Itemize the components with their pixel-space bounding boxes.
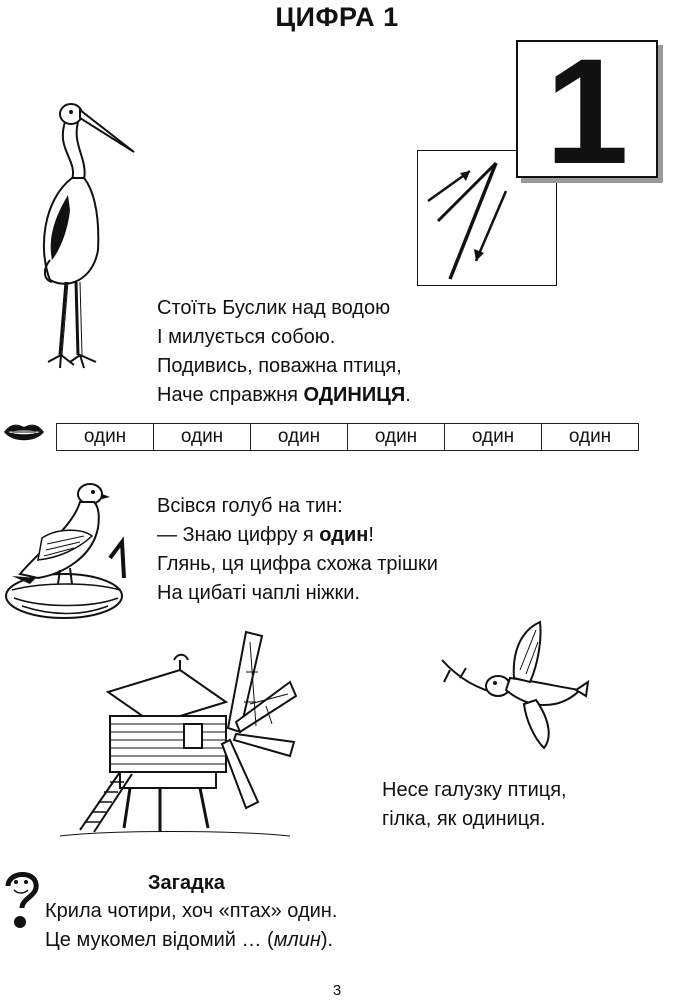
- riddle-text: [45, 897, 337, 955]
- riddle-line: Крила чотири, хоч «птах» один.: [45, 900, 338, 922]
- poem-line: Стоїть Буслик над водою: [157, 297, 391, 319]
- page-number: 3: [332, 982, 342, 999]
- poem-line: гілка, як одиниця.: [382, 808, 546, 830]
- poem-line: Наче справжня ОДИНИЦЯ.: [157, 384, 411, 406]
- poem-line: І милується собою.: [157, 326, 336, 348]
- bird-with-twig-illustration: [440, 620, 590, 750]
- poem-line: — Знаю цифру я один!: [157, 524, 374, 546]
- writing-cell: один: [542, 424, 639, 451]
- stork-illustration: [38, 100, 138, 370]
- writing-cell: один: [348, 424, 445, 451]
- writing-row: [56, 423, 639, 451]
- windmill-illustration: [50, 632, 300, 842]
- digit-one: 1: [545, 27, 629, 195]
- question-icon: [0, 868, 42, 930]
- poem-bird: [382, 776, 567, 834]
- riddle-title: Загадка: [148, 872, 225, 894]
- lips-icon: [2, 421, 46, 443]
- poem-stork: [157, 294, 411, 410]
- poem-pigeon: [157, 492, 438, 608]
- poem-line: Подивись, поважна птиця,: [157, 355, 402, 377]
- poem-line: Несе галузку птиця,: [382, 779, 567, 801]
- digit-card: [516, 27, 658, 195]
- riddle-answer: млин: [273, 929, 321, 951]
- riddle-line: Це мукомел відомий … (млин).: [45, 929, 334, 951]
- poem-line: Всівся голуб на тин:: [157, 495, 343, 517]
- page-title: ЦИФРА 1: [275, 2, 399, 32]
- poem-line: Глянь, ця цифра схожа трішки: [157, 553, 438, 575]
- writing-cell: один: [154, 424, 251, 451]
- pigeon-illustration: [2, 478, 132, 628]
- writing-cell: один: [251, 424, 348, 451]
- bold-word: ОДИНИЦЯ: [303, 384, 406, 406]
- writing-cell: один: [57, 424, 154, 451]
- writing-cell: один: [445, 424, 542, 451]
- poem-line: На цибаті чаплі ніжки.: [157, 582, 360, 604]
- bold-word: один: [319, 524, 369, 546]
